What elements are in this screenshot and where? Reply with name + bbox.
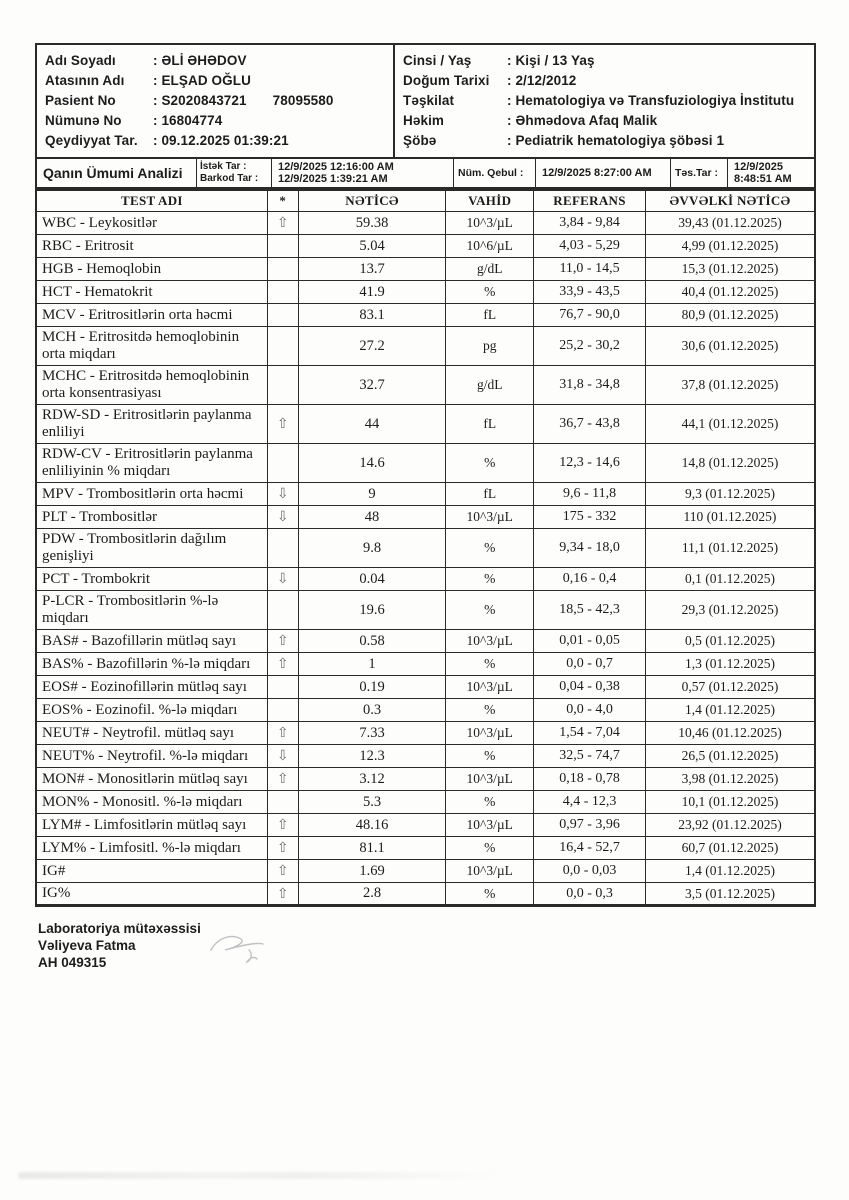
table-row — [36, 258, 815, 281]
previous-result-cell: 9,3 (01.12.2025) — [645, 483, 815, 506]
result-value-cell: 48 — [298, 506, 446, 529]
field-value: : Hematologiya və Transfuziologiya İnstitutu — [507, 93, 795, 108]
unit-cell: 10^3/µL — [446, 676, 534, 699]
patient-field — [45, 131, 389, 151]
table-row — [36, 281, 815, 304]
test-name-cell: IG# — [36, 860, 267, 883]
field-label: Şöbə — [403, 133, 437, 148]
result-value-cell: 7.33 — [298, 722, 446, 745]
up-arrow-icon: ⇧ — [267, 212, 298, 235]
previous-result-cell: 39,43 (01.12.2025) — [645, 212, 815, 235]
field-value: : ƏLİ ƏHƏDOV — [153, 53, 247, 68]
test-name-cell: NEUT% - Neytrofil. %-lə miqdarı — [36, 745, 267, 768]
reference-range-cell: 25,2 - 30,2 — [534, 327, 646, 366]
field-label: Nümunə No — [45, 113, 122, 128]
up-arrow-icon: ⇧ — [267, 722, 298, 745]
previous-result-cell: 14,8 (01.12.2025) — [645, 444, 815, 483]
result-value-cell: 83.1 — [298, 304, 446, 327]
patient-field — [403, 91, 810, 111]
table-row — [36, 630, 815, 653]
reference-range-cell: 4,4 - 12,3 — [534, 791, 646, 814]
unit-cell: % — [446, 529, 534, 568]
table-row — [36, 883, 815, 906]
field-value — [153, 91, 389, 111]
unit-cell: 10^3/µL — [446, 212, 534, 235]
result-value-cell: 41.9 — [298, 281, 446, 304]
table-row — [36, 653, 815, 676]
up-arrow-icon: ⇧ — [267, 653, 298, 676]
unit-cell: % — [446, 444, 534, 483]
table-row — [36, 506, 815, 529]
previous-result-cell: 44,1 (01.12.2025) — [645, 405, 815, 444]
table-row — [36, 327, 815, 366]
table-row — [36, 768, 815, 791]
unit-cell: 10^6/µL — [446, 235, 534, 258]
flag-cell — [267, 591, 298, 630]
unit-cell: % — [446, 699, 534, 722]
previous-result-cell: 1,4 (01.12.2025) — [645, 860, 815, 883]
up-arrow-icon: ⇧ — [267, 814, 298, 837]
lab-specialist-name: Vəliyeva Fatma — [38, 938, 136, 953]
unit-cell: % — [446, 745, 534, 768]
reference-range-cell: 32,5 - 74,7 — [534, 745, 646, 768]
field-label: Cinsi / Yaş — [403, 53, 472, 68]
result-value-cell: 44 — [298, 405, 446, 444]
test-name-cell: RBC - Eritrosit — [36, 235, 267, 258]
result-value-cell: 0.04 — [298, 568, 446, 591]
reference-range-cell: 0,16 - 0,4 — [534, 568, 646, 591]
table-row — [36, 483, 815, 506]
test-name-cell: PDW - Trombositlərin dağılım genişliyi — [36, 529, 267, 568]
unit-cell: fL — [446, 405, 534, 444]
header-vahid: VAHİD — [446, 190, 534, 212]
unit-cell: % — [446, 837, 534, 860]
field-label: Təşkilat — [403, 93, 455, 108]
test-name-cell: P-LCR - Trombositlərin %-lə miqdarı — [36, 591, 267, 630]
result-value-cell: 9.8 — [298, 529, 446, 568]
result-value-cell: 2.8 — [298, 883, 446, 906]
previous-result-cell: 60,7 (01.12.2025) — [645, 837, 815, 860]
result-value-cell: 19.6 — [298, 591, 446, 630]
table-row — [36, 699, 815, 722]
field-label: Atasının Adı — [45, 73, 125, 88]
previous-result-cell: 80,9 (01.12.2025) — [645, 304, 815, 327]
result-value-cell: 14.6 — [298, 444, 446, 483]
patient-field — [45, 111, 389, 131]
reference-range-cell: 36,7 - 43,8 — [534, 405, 646, 444]
result-value-cell: 13.7 — [298, 258, 446, 281]
table-row — [36, 568, 815, 591]
table-row — [36, 745, 815, 768]
result-value-cell: 0.3 — [298, 699, 446, 722]
flag-cell — [267, 676, 298, 699]
lab-specialist-title: Laboratoriya mütəxəssisi — [38, 921, 201, 936]
istek-value: 12/9/2025 12:16:00 AM — [278, 160, 394, 173]
table-row — [36, 235, 815, 258]
reference-range-cell: 9,34 - 18,0 — [534, 529, 646, 568]
field-label: Doğum Tarixi — [403, 73, 490, 88]
test-name-cell: BAS% - Bazofillərin %-lə miqdarı — [36, 653, 267, 676]
reference-range-cell: 0,0 - 0,7 — [534, 653, 646, 676]
reference-range-cell: 3,84 - 9,84 — [534, 212, 646, 235]
reference-range-cell: 11,0 - 14,5 — [534, 258, 646, 281]
field-value: : 2/12/2012 — [507, 73, 577, 88]
reference-range-cell: 0,04 - 0,38 — [534, 676, 646, 699]
unit-cell: % — [446, 591, 534, 630]
table-row — [36, 591, 815, 630]
istek-label: İstək Tar : — [200, 160, 247, 172]
flag-cell — [267, 304, 298, 327]
unit-cell: 10^3/µL — [446, 814, 534, 837]
lab-specialist-id: AH 049315 — [38, 955, 107, 970]
patient-field — [45, 71, 389, 91]
qebul-label: Nüm. Qebul : — [454, 159, 536, 187]
table-row — [36, 676, 815, 699]
table-row — [36, 791, 815, 814]
test-name-cell: MCH - Eritrositdə hemoqlobinin orta miqdarı — [36, 327, 267, 366]
up-arrow-icon: ⇧ — [267, 630, 298, 653]
flag-cell — [267, 281, 298, 304]
previous-result-cell: 15,3 (01.12.2025) — [645, 258, 815, 281]
test-name-cell: PCT - Trombokrit — [36, 568, 267, 591]
lab-specialist-block — [38, 920, 201, 971]
test-name-cell: PLT - Trombositlər — [36, 506, 267, 529]
up-arrow-icon: ⇧ — [267, 860, 298, 883]
previous-result-cell: 3,98 (01.12.2025) — [645, 768, 815, 791]
unit-cell: fL — [446, 304, 534, 327]
header-referans: REFERANS — [534, 190, 646, 212]
test-name-cell: MON# - Monositlərin mütləq sayı — [36, 768, 267, 791]
reference-range-cell: 0,97 - 3,96 — [534, 814, 646, 837]
patient-field — [403, 131, 810, 151]
unit-cell: 10^3/µL — [446, 506, 534, 529]
previous-result-cell: 29,3 (01.12.2025) — [645, 591, 815, 630]
table-row — [36, 814, 815, 837]
previous-result-cell: 10,46 (01.12.2025) — [645, 722, 815, 745]
up-arrow-icon: ⇧ — [267, 883, 298, 906]
previous-result-cell: 110 (01.12.2025) — [645, 506, 815, 529]
test-name-cell: EOS% - Eozinofil. %-lə miqdarı — [36, 699, 267, 722]
reference-range-cell: 0,0 - 0,3 — [534, 883, 646, 906]
test-name-cell: MON% - Monositl. %-lə miqdarı — [36, 791, 267, 814]
field-value: : ELŞAD OĞLU — [153, 73, 251, 88]
down-arrow-icon: ⇩ — [267, 506, 298, 529]
down-arrow-icon: ⇩ — [267, 568, 298, 591]
reference-range-cell: 0,01 - 0,05 — [534, 630, 646, 653]
result-value-cell: 5.04 — [298, 235, 446, 258]
unit-cell: fL — [446, 483, 534, 506]
previous-result-cell: 30,6 (01.12.2025) — [645, 327, 815, 366]
table-row — [36, 860, 815, 883]
result-value-cell: 48.16 — [298, 814, 446, 837]
test-name-cell: RDW-SD - Eritrositlərin paylanma enliliyi — [36, 405, 267, 444]
patient-info-right — [395, 45, 814, 157]
previous-result-cell: 4,99 (01.12.2025) — [645, 235, 815, 258]
lab-report-document — [35, 43, 816, 907]
qebul-value: 12/9/2025 8:27:00 AM — [536, 159, 671, 187]
analysis-title: Qanın Ümumi Analizi — [37, 159, 197, 187]
patient-field — [403, 111, 810, 131]
flag-cell — [267, 529, 298, 568]
field-label: Həkim — [403, 113, 445, 128]
reference-range-cell: 33,9 - 43,5 — [534, 281, 646, 304]
previous-result-cell: 40,4 (01.12.2025) — [645, 281, 815, 304]
field-value: : 09.12.2025 01:39:21 — [153, 133, 289, 148]
results-table — [35, 189, 816, 907]
field-label: Qeydiyyat Tar. — [45, 133, 138, 148]
previous-result-cell: 0,1 (01.12.2025) — [645, 568, 815, 591]
result-value-cell: 81.1 — [298, 837, 446, 860]
results-body — [36, 212, 815, 906]
test-name-cell: RDW-CV - Eritrositlərin paylanma enliliyinin % miqdarı — [36, 444, 267, 483]
unit-cell: % — [446, 653, 534, 676]
patient-no: : S2020843721 — [153, 93, 247, 108]
unit-cell: 10^3/µL — [446, 768, 534, 791]
patient-field — [45, 51, 389, 71]
previous-result-cell: 0,57 (01.12.2025) — [645, 676, 815, 699]
result-value-cell: 0.19 — [298, 676, 446, 699]
test-name-cell: HGB - Hemoqlobin — [36, 258, 267, 281]
result-value-cell: 9 — [298, 483, 446, 506]
header-evvelki-netice: ƏVVƏLKİ NƏTİCƏ — [645, 190, 815, 212]
previous-result-cell: 37,8 (01.12.2025) — [645, 366, 815, 405]
reference-range-cell: 16,4 - 52,7 — [534, 837, 646, 860]
field-label: Adı Soyadı — [45, 53, 116, 68]
previous-result-cell: 26,5 (01.12.2025) — [645, 745, 815, 768]
up-arrow-icon: ⇧ — [267, 837, 298, 860]
up-arrow-icon: ⇧ — [267, 768, 298, 791]
test-name-cell: EOS# - Eozinofillərin mütləq sayı — [36, 676, 267, 699]
patient-info-box — [35, 43, 816, 159]
table-row — [36, 304, 815, 327]
flag-cell — [267, 235, 298, 258]
reference-range-cell: 31,8 - 34,8 — [534, 366, 646, 405]
test-name-cell: LYM# - Limfositlərin mütləq sayı — [36, 814, 267, 837]
test-name-cell: BAS# - Bazofillərin mütləq sayı — [36, 630, 267, 653]
test-name-cell: MCV - Eritrositlərin orta həcmi — [36, 304, 267, 327]
unit-cell: pg — [446, 327, 534, 366]
down-arrow-icon: ⇩ — [267, 745, 298, 768]
flag-cell — [267, 258, 298, 281]
field-label: Pasient No — [45, 93, 116, 108]
test-name-cell: LYM% - Limfositl. %-lə miqdarı — [36, 837, 267, 860]
previous-result-cell: 1,4 (01.12.2025) — [645, 699, 815, 722]
reference-range-cell: 1,54 - 7,04 — [534, 722, 646, 745]
patient-field — [403, 71, 810, 91]
patient-no-secondary: 78095580 — [272, 93, 334, 108]
flag-cell — [267, 444, 298, 483]
unit-cell: % — [446, 568, 534, 591]
result-value-cell: 0.58 — [298, 630, 446, 653]
table-row — [36, 837, 815, 860]
field-value: : Kişi / 13 Yaş — [507, 53, 595, 68]
patient-field — [403, 51, 810, 71]
unit-cell: % — [446, 281, 534, 304]
result-value-cell: 5.3 — [298, 791, 446, 814]
table-header-row — [36, 190, 815, 212]
flag-cell — [267, 791, 298, 814]
scan-artifact-smudge — [18, 1172, 498, 1179]
barkod-label: Barkod Tar : — [200, 173, 259, 184]
test-name-cell: MPV - Trombositlərin orta həcmi — [36, 483, 267, 506]
table-row — [36, 722, 815, 745]
table-row — [36, 405, 815, 444]
unit-cell: g/dL — [446, 258, 534, 281]
previous-result-cell: 3,5 (01.12.2025) — [645, 883, 815, 906]
patient-field — [45, 91, 389, 111]
flag-cell — [267, 699, 298, 722]
flag-cell — [267, 327, 298, 366]
unit-cell: 10^3/µL — [446, 630, 534, 653]
result-value-cell: 27.2 — [298, 327, 446, 366]
table-row — [36, 529, 815, 568]
result-value-cell: 12.3 — [298, 745, 446, 768]
result-value-cell: 59.38 — [298, 212, 446, 235]
unit-cell: % — [446, 883, 534, 906]
analysis-strip — [35, 159, 816, 189]
table-row — [36, 212, 815, 235]
reference-range-cell: 0,0 - 0,03 — [534, 860, 646, 883]
test-name-cell: NEUT# - Neytrofil. mütləq sayı — [36, 722, 267, 745]
table-row — [36, 444, 815, 483]
barkod-value: 12/9/2025 1:39:21 AM — [278, 173, 388, 185]
tesdiq-value: 12/9/2025 8:48:51 AM — [734, 161, 792, 185]
field-value: : Əhmədova Afaq Malik — [507, 113, 658, 128]
flag-cell — [267, 366, 298, 405]
reference-range-cell: 12,3 - 14,6 — [534, 444, 646, 483]
previous-result-cell: 23,92 (01.12.2025) — [645, 814, 815, 837]
test-name-cell: IG% — [36, 883, 267, 906]
reference-range-cell: 0,18 - 0,78 — [534, 768, 646, 791]
unit-cell: 10^3/µL — [446, 722, 534, 745]
previous-result-cell: 1,3 (01.12.2025) — [645, 653, 815, 676]
test-name-cell: WBC - Leykositlər — [36, 212, 267, 235]
header-flag-asterisk: * — [267, 190, 298, 212]
signature-scribble — [205, 928, 275, 970]
test-name-cell: HCT - Hematokrit — [36, 281, 267, 304]
unit-cell: 10^3/µL — [446, 860, 534, 883]
previous-result-cell: 11,1 (01.12.2025) — [645, 529, 815, 568]
table-row — [36, 366, 815, 405]
header-netice: NƏTİCƏ — [298, 190, 446, 212]
result-value-cell: 1.69 — [298, 860, 446, 883]
header-test-adi: TEST ADI — [36, 190, 267, 212]
previous-result-cell: 10,1 (01.12.2025) — [645, 791, 815, 814]
tesdiq-label: Təs.Tar : — [671, 159, 728, 187]
reference-range-cell: 175 - 332 — [534, 506, 646, 529]
test-name-cell: MCHC - Eritrositdə hemoqlobinin orta konsentrasiyası — [36, 366, 267, 405]
reference-range-cell: 9,6 - 11,8 — [534, 483, 646, 506]
patient-info-left — [37, 45, 395, 157]
result-value-cell: 3.12 — [298, 768, 446, 791]
reference-range-cell: 76,7 - 90,0 — [534, 304, 646, 327]
reference-range-cell: 4,03 - 5,29 — [534, 235, 646, 258]
reference-range-cell: 18,5 - 42,3 — [534, 591, 646, 630]
previous-result-cell: 0,5 (01.12.2025) — [645, 630, 815, 653]
request-date-labels — [197, 159, 272, 187]
up-arrow-icon: ⇧ — [267, 405, 298, 444]
result-value-cell: 1 — [298, 653, 446, 676]
request-date-values — [272, 159, 454, 187]
reference-range-cell: 0,0 - 4,0 — [534, 699, 646, 722]
unit-cell: % — [446, 791, 534, 814]
unit-cell: g/dL — [446, 366, 534, 405]
down-arrow-icon: ⇩ — [267, 483, 298, 506]
field-value: : 16804774 — [153, 113, 223, 128]
result-value-cell: 32.7 — [298, 366, 446, 405]
field-value: : Pediatrik hematologiya şöbəsi 1 — [507, 133, 725, 148]
